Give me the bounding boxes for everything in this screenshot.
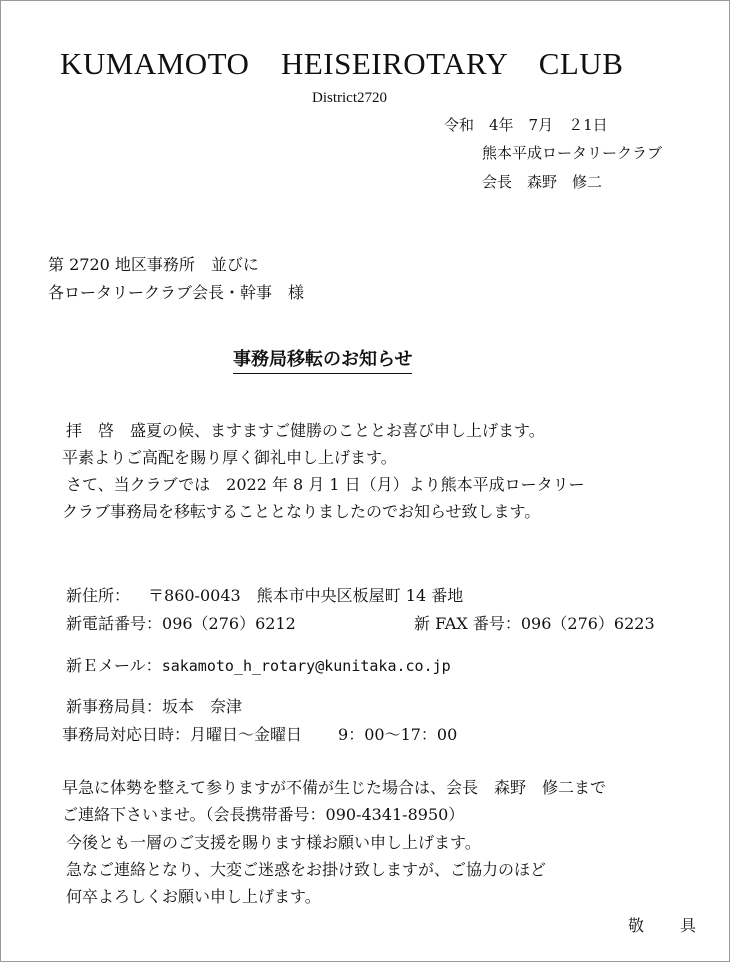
contact-line-5: 何卒よろしくお願い申し上げます。	[66, 887, 321, 906]
email-label: 新Ｅメール：	[66, 656, 162, 675]
address-label: 新住所：	[66, 586, 131, 605]
new-address	[66, 583, 463, 606]
contact-line-1: 早急に体勢を整えて参りますが不備が生じた場合は、会長 森野 修二まで	[62, 778, 607, 797]
body-line-3: さて、当クラブでは 2022 年 8 月 1 日（月）より熊本平成ロータリー	[66, 475, 585, 494]
phone-label: 新電話番号：	[66, 614, 163, 633]
fax-value: 096（276）6223	[520, 614, 655, 633]
contact-line-4: 急なご連絡となり、大変ご迷惑をお掛け致しますが、ご協力のほど	[66, 860, 547, 879]
fax-label: 新 FAX 番号：	[414, 614, 521, 633]
body-line-4: クラブ事務局を移転することとなりましたのでお知らせ致します。	[62, 502, 541, 521]
new-phone	[66, 611, 296, 634]
staff-value: 坂本 奈津	[162, 697, 243, 716]
new-email	[66, 653, 451, 676]
address-value: 〒860-0043 熊本市中央区板屋町 14 番地	[148, 586, 464, 605]
recipient-line-2: 各ロータリークラブ会長・幹事 様	[48, 283, 305, 302]
subject-heading: 事務局移転のお知らせ	[233, 345, 412, 374]
phone-value: 096（276）6212	[162, 614, 296, 633]
hours-days: 月曜日～金曜日	[190, 725, 303, 744]
new-staff	[66, 694, 242, 717]
new-fax	[414, 611, 655, 634]
body-line-1: 拝 啓 盛夏の候、ますますご健勝のこととお喜び申し上げます。	[66, 421, 545, 440]
contact-line-3: 今後とも一層のご支援を賜ります様お願い申し上げます。	[66, 833, 481, 852]
club-title: KUMAMOTO HEISEIROTARY CLUB	[60, 46, 624, 81]
sender-club: 熊本平成ロータリークラブ	[482, 144, 663, 162]
office-hours	[62, 722, 457, 745]
hours-label: 事務局対応日時：	[62, 725, 191, 744]
sender-president: 会長 森野 修二	[482, 173, 603, 191]
recipient-line-1: 第 2720 地区事務所 並びに	[48, 255, 259, 274]
closing-salutation: 敬 具	[628, 916, 707, 935]
body-line-2: 平素よりご高配を賜り厚く御礼申し上げます。	[62, 448, 397, 467]
hours-time: 9：00～17：00	[338, 725, 458, 744]
contact-line-2: ご連絡下さいませ。（会長携帯番号：090-4341-8950）	[62, 805, 465, 824]
email-value[interactable]: sakamoto_h_rotary@kunitaka.co.jp	[161, 657, 451, 675]
letter-date: 令和 4年 7月 ２1日	[444, 116, 608, 134]
district-label: District2720	[312, 90, 387, 106]
staff-label: 新事務局員：	[66, 697, 163, 716]
